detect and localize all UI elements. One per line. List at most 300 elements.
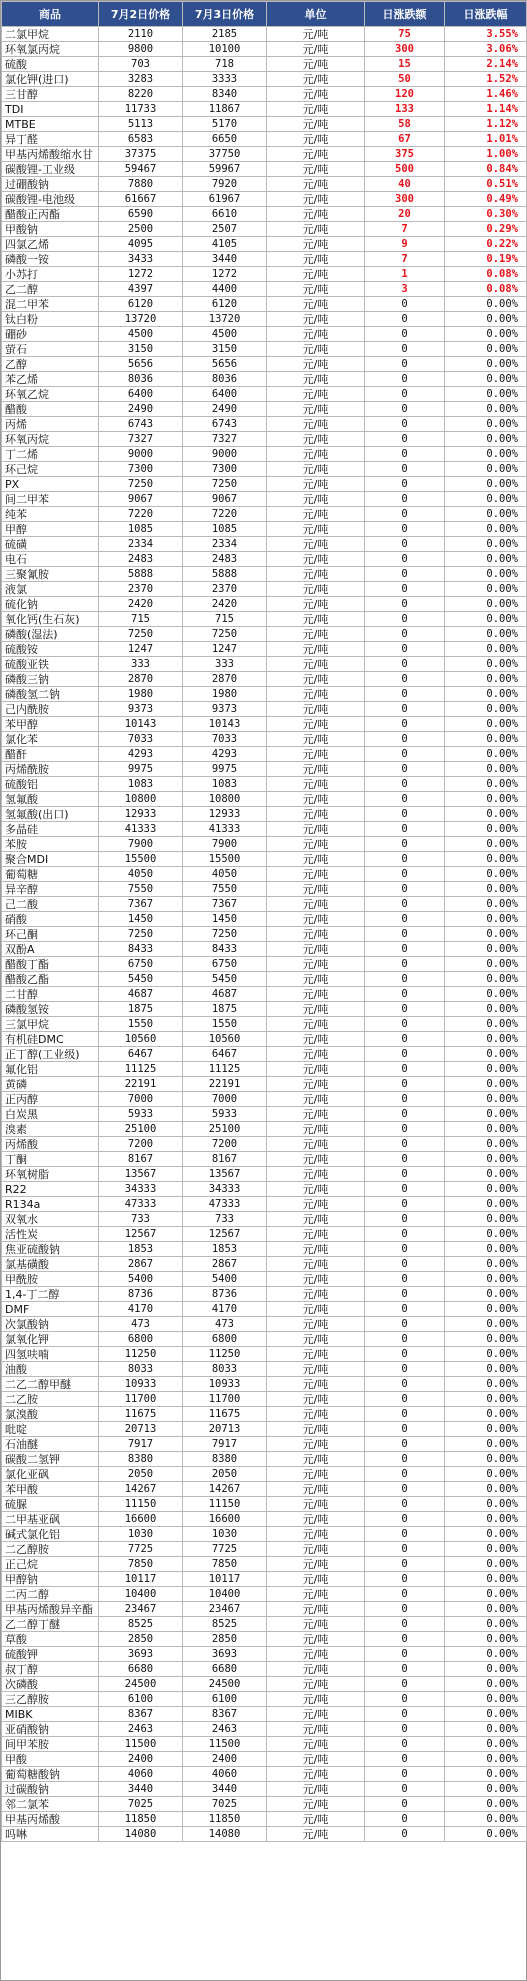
cell-price-jul2: 5888	[99, 567, 183, 582]
cell-name: 磷酸(湿法)	[2, 627, 99, 642]
cell-change: 0	[365, 837, 445, 852]
cell-change: 0	[365, 1317, 445, 1332]
cell-unit: 元/吨	[267, 1512, 365, 1527]
cell-price-jul2: 10117	[99, 1572, 183, 1587]
cell-price-jul3: 1550	[183, 1017, 267, 1032]
cell-price-jul2: 20713	[99, 1422, 183, 1437]
cell-price-jul2: 6800	[99, 1332, 183, 1347]
cell-price-jul3: 733	[183, 1212, 267, 1227]
cell-name: 过碳酸钠	[2, 1782, 99, 1797]
cell-unit: 元/吨	[267, 1662, 365, 1677]
cell-change-pct: 0.00%	[445, 447, 527, 462]
cell-name: 苯甲酸	[2, 1482, 99, 1497]
cell-change-pct: 0.00%	[445, 957, 527, 972]
cell-unit: 元/吨	[267, 1272, 365, 1287]
cell-change-pct: 1.00%	[445, 147, 527, 162]
cell-unit: 元/吨	[267, 912, 365, 927]
cell-change-pct: 0.00%	[445, 747, 527, 762]
cell-unit: 元/吨	[267, 1212, 365, 1227]
table-row	[2, 867, 527, 882]
cell-unit: 元/吨	[267, 207, 365, 222]
cell-change-pct: 0.00%	[445, 312, 527, 327]
cell-price-jul3: 5888	[183, 567, 267, 582]
cell-price-jul2: 9975	[99, 762, 183, 777]
table-row	[2, 1437, 527, 1452]
cell-change: 0	[365, 627, 445, 642]
cell-change: 0	[365, 552, 445, 567]
cell-price-jul2: 7200	[99, 1137, 183, 1152]
cell-name: MIBK	[2, 1707, 99, 1722]
cell-price-jul2: 2867	[99, 1257, 183, 1272]
cell-unit: 元/吨	[267, 762, 365, 777]
table-row	[2, 1707, 527, 1722]
cell-name: 碳酸二氢钾	[2, 1452, 99, 1467]
cell-unit: 元/吨	[267, 432, 365, 447]
cell-name: 环氧乙烷	[2, 387, 99, 402]
cell-price-jul2: 6100	[99, 1692, 183, 1707]
cell-change: 0	[365, 792, 445, 807]
cell-price-jul2: 34333	[99, 1182, 183, 1197]
cell-change: 0	[365, 1362, 445, 1377]
cell-unit: 元/吨	[267, 1242, 365, 1257]
cell-price-jul2: 1980	[99, 687, 183, 702]
cell-change: 0	[365, 1467, 445, 1482]
cell-unit: 元/吨	[267, 387, 365, 402]
cell-change: 120	[365, 87, 445, 102]
table-row	[2, 1212, 527, 1227]
cell-name: 硫酸铝	[2, 777, 99, 792]
cell-unit: 元/吨	[267, 642, 365, 657]
cell-name: 甲基丙烯酸缩水甘	[2, 147, 99, 162]
cell-name: 油酸	[2, 1362, 99, 1377]
cell-change-pct: 0.00%	[445, 717, 527, 732]
cell-price-jul3: 3333	[183, 72, 267, 87]
cell-price-jul2: 9000	[99, 447, 183, 462]
cell-price-jul3: 3440	[183, 252, 267, 267]
cell-price-jul3: 4500	[183, 327, 267, 342]
cell-change-pct: 0.00%	[445, 1347, 527, 1362]
cell-price-jul3: 6680	[183, 1662, 267, 1677]
table-row	[2, 1392, 527, 1407]
cell-change-pct: 0.00%	[445, 582, 527, 597]
cell-change-pct: 0.00%	[445, 642, 527, 657]
table-row	[2, 792, 527, 807]
cell-change: 0	[365, 762, 445, 777]
table-row	[2, 777, 527, 792]
cell-price-jul3: 7300	[183, 462, 267, 477]
cell-name: 硫酸亚铁	[2, 657, 99, 672]
cell-price-jul3: 6743	[183, 417, 267, 432]
cell-price-jul3: 2400	[183, 1752, 267, 1767]
cell-change-pct: 0.00%	[445, 1602, 527, 1617]
cell-change-pct: 0.00%	[445, 597, 527, 612]
table-row	[2, 897, 527, 912]
cell-change-pct: 0.00%	[445, 1002, 527, 1017]
cell-price-jul2: 2400	[99, 1752, 183, 1767]
cell-name: 亚硝酸钠	[2, 1722, 99, 1737]
cell-price-jul3: 5933	[183, 1107, 267, 1122]
cell-price-jul3: 7917	[183, 1437, 267, 1452]
cell-change-pct: 0.00%	[445, 1062, 527, 1077]
price-table	[1, 1, 527, 1842]
cell-price-jul3: 47333	[183, 1197, 267, 1212]
table-row	[2, 117, 527, 132]
cell-unit: 元/吨	[267, 282, 365, 297]
header-name: 商品	[2, 2, 99, 27]
cell-price-jul3: 7000	[183, 1092, 267, 1107]
table-row	[2, 747, 527, 762]
cell-unit: 元/吨	[267, 687, 365, 702]
table-row	[2, 27, 527, 42]
cell-price-jul2: 14267	[99, 1482, 183, 1497]
cell-name: 二丙二醇	[2, 1587, 99, 1602]
cell-price-jul3: 11125	[183, 1062, 267, 1077]
table-row	[2, 957, 527, 972]
cell-change-pct: 0.00%	[445, 1587, 527, 1602]
cell-price-jul2: 3693	[99, 1647, 183, 1662]
cell-change-pct: 0.00%	[445, 1257, 527, 1272]
cell-change-pct: 0.00%	[445, 1782, 527, 1797]
table-row	[2, 1542, 527, 1557]
table-row	[2, 1347, 527, 1362]
cell-unit: 元/吨	[267, 1467, 365, 1482]
cell-change: 0	[365, 942, 445, 957]
cell-name: 环己酮	[2, 927, 99, 942]
cell-name: 多晶硅	[2, 822, 99, 837]
cell-change-pct: 1.12%	[445, 117, 527, 132]
cell-unit: 元/吨	[267, 537, 365, 552]
cell-change: 500	[365, 162, 445, 177]
cell-price-jul2: 8033	[99, 1362, 183, 1377]
cell-price-jul2: 3283	[99, 72, 183, 87]
cell-change-pct: 0.00%	[445, 912, 527, 927]
cell-price-jul2: 8736	[99, 1287, 183, 1302]
cell-name: 二乙胺	[2, 1392, 99, 1407]
cell-change-pct: 0.84%	[445, 162, 527, 177]
cell-change: 0	[365, 1587, 445, 1602]
cell-unit: 元/吨	[267, 1647, 365, 1662]
cell-unit: 元/吨	[267, 807, 365, 822]
cell-change-pct: 0.00%	[445, 522, 527, 537]
cell-unit: 元/吨	[267, 1692, 365, 1707]
cell-name: 碳酸锂-工业级	[2, 162, 99, 177]
table-row	[2, 477, 527, 492]
cell-change: 58	[365, 117, 445, 132]
cell-price-jul3: 1085	[183, 522, 267, 537]
cell-unit: 元/吨	[267, 102, 365, 117]
cell-change: 0	[365, 312, 445, 327]
cell-price-jul2: 2050	[99, 1467, 183, 1482]
cell-price-jul3: 7200	[183, 1137, 267, 1152]
table-row	[2, 1497, 527, 1512]
cell-name: 双酚A	[2, 942, 99, 957]
cell-price-jul3: 25100	[183, 1122, 267, 1137]
cell-name: 己二酸	[2, 897, 99, 912]
table-row	[2, 612, 527, 627]
cell-price-jul2: 10400	[99, 1587, 183, 1602]
cell-change-pct: 0.00%	[445, 1707, 527, 1722]
cell-change-pct: 1.14%	[445, 102, 527, 117]
cell-change-pct: 0.00%	[445, 1407, 527, 1422]
cell-change-pct: 0.00%	[445, 942, 527, 957]
cell-price-jul3: 11250	[183, 1347, 267, 1362]
cell-change: 0	[365, 732, 445, 747]
cell-change: 0	[365, 1452, 445, 1467]
cell-unit: 元/吨	[267, 447, 365, 462]
cell-name: 磷酸氢二钠	[2, 687, 99, 702]
cell-change: 0	[365, 1497, 445, 1512]
cell-change-pct: 3.55%	[445, 27, 527, 42]
cell-name: 三氯甲烷	[2, 1017, 99, 1032]
cell-name: 甲基丙烯酸	[2, 1812, 99, 1827]
cell-price-jul3: 14267	[183, 1482, 267, 1497]
cell-price-jul2: 6120	[99, 297, 183, 312]
cell-change: 0	[365, 1017, 445, 1032]
cell-price-jul3: 473	[183, 1317, 267, 1332]
cell-change-pct: 0.00%	[445, 1512, 527, 1527]
cell-unit: 元/吨	[267, 1077, 365, 1092]
cell-price-jul2: 47333	[99, 1197, 183, 1212]
cell-change-pct: 0.19%	[445, 252, 527, 267]
cell-change: 0	[365, 1152, 445, 1167]
cell-unit: 元/吨	[267, 732, 365, 747]
table-row	[2, 282, 527, 297]
cell-price-jul3: 2870	[183, 672, 267, 687]
cell-change-pct: 0.00%	[445, 1092, 527, 1107]
cell-price-jul3: 9975	[183, 762, 267, 777]
cell-change: 0	[365, 1527, 445, 1542]
cell-price-jul2: 4293	[99, 747, 183, 762]
table-row	[2, 702, 527, 717]
cell-price-jul2: 5656	[99, 357, 183, 372]
cell-change: 0	[365, 1047, 445, 1062]
cell-price-jul3: 2050	[183, 1467, 267, 1482]
cell-name: 正丙醇	[2, 1092, 99, 1107]
cell-name: 硫磺	[2, 537, 99, 552]
cell-price-jul2: 9373	[99, 702, 183, 717]
cell-change-pct: 1.46%	[445, 87, 527, 102]
table-row	[2, 57, 527, 72]
cell-change-pct: 0.00%	[445, 1362, 527, 1377]
cell-unit: 元/吨	[267, 1407, 365, 1422]
cell-change: 0	[365, 972, 445, 987]
cell-change: 0	[365, 477, 445, 492]
table-row	[2, 297, 527, 312]
cell-name: 乙二醇丁醚	[2, 1617, 99, 1632]
table-row	[2, 1002, 527, 1017]
cell-change: 1	[365, 267, 445, 282]
cell-name: 氯溴酸	[2, 1407, 99, 1422]
cell-price-jul2: 4397	[99, 282, 183, 297]
cell-price-jul3: 22191	[183, 1077, 267, 1092]
cell-change: 0	[365, 1212, 445, 1227]
table-row	[2, 42, 527, 57]
cell-price-jul2: 7025	[99, 1797, 183, 1812]
cell-change-pct: 0.00%	[445, 1812, 527, 1827]
cell-change: 0	[365, 1302, 445, 1317]
cell-change-pct: 0.00%	[445, 537, 527, 552]
cell-change: 0	[365, 1692, 445, 1707]
cell-name: DMF	[2, 1302, 99, 1317]
table-row	[2, 1452, 527, 1467]
cell-change-pct: 0.00%	[445, 612, 527, 627]
cell-change: 0	[365, 402, 445, 417]
cell-change: 0	[365, 1542, 445, 1557]
cell-price-jul3: 8525	[183, 1617, 267, 1632]
cell-price-jul2: 4500	[99, 327, 183, 342]
cell-price-jul2: 9067	[99, 492, 183, 507]
cell-unit: 元/吨	[267, 1572, 365, 1587]
cell-change: 0	[365, 1422, 445, 1437]
table-row	[2, 552, 527, 567]
cell-price-jul2: 8220	[99, 87, 183, 102]
table-row	[2, 177, 527, 192]
table-row	[2, 1197, 527, 1212]
cell-unit: 元/吨	[267, 72, 365, 87]
cell-name: 环氧丙烷	[2, 432, 99, 447]
cell-name: 液氯	[2, 582, 99, 597]
cell-name: 碳酸锂-电池级	[2, 192, 99, 207]
cell-name: 黄磷	[2, 1077, 99, 1092]
cell-change-pct: 1.01%	[445, 132, 527, 147]
cell-name: 异辛醇	[2, 882, 99, 897]
cell-price-jul3: 10933	[183, 1377, 267, 1392]
cell-name: 葡萄糖	[2, 867, 99, 882]
cell-unit: 元/吨	[267, 477, 365, 492]
table-row	[2, 597, 527, 612]
cell-price-jul2: 7327	[99, 432, 183, 447]
table-row	[2, 222, 527, 237]
cell-name: 二乙醇胺	[2, 1542, 99, 1557]
cell-unit: 元/吨	[267, 1047, 365, 1062]
cell-unit: 元/吨	[267, 927, 365, 942]
cell-price-jul3: 4050	[183, 867, 267, 882]
cell-price-jul2: 5450	[99, 972, 183, 987]
cell-unit: 元/吨	[267, 567, 365, 582]
cell-change: 0	[365, 1062, 445, 1077]
cell-price-jul2: 1030	[99, 1527, 183, 1542]
cell-price-jul3: 5450	[183, 972, 267, 987]
cell-unit: 元/吨	[267, 672, 365, 687]
table-row	[2, 387, 527, 402]
cell-price-jul2: 11125	[99, 1062, 183, 1077]
cell-price-jul2: 5113	[99, 117, 183, 132]
cell-price-jul3: 8380	[183, 1452, 267, 1467]
table-row	[2, 627, 527, 642]
cell-change: 0	[365, 717, 445, 732]
cell-price-jul2: 14080	[99, 1827, 183, 1842]
cell-name: 氢氟酸(出口)	[2, 807, 99, 822]
cell-unit: 元/吨	[267, 1812, 365, 1827]
cell-change-pct: 0.00%	[445, 552, 527, 567]
cell-name: 间二甲苯	[2, 492, 99, 507]
cell-price-jul2: 2850	[99, 1632, 183, 1647]
cell-change: 0	[365, 522, 445, 537]
cell-change-pct: 0.00%	[445, 1767, 527, 1782]
cell-change-pct: 0.08%	[445, 267, 527, 282]
cell-change-pct: 0.00%	[445, 1077, 527, 1092]
cell-change: 0	[365, 1182, 445, 1197]
cell-change: 0	[365, 1812, 445, 1827]
table-row	[2, 1122, 527, 1137]
table-row	[2, 987, 527, 1002]
table-row	[2, 942, 527, 957]
cell-price-jul3: 1272	[183, 267, 267, 282]
cell-name: 三聚氰胺	[2, 567, 99, 582]
cell-unit: 元/吨	[267, 252, 365, 267]
cell-change: 15	[365, 57, 445, 72]
table-row	[2, 447, 527, 462]
table-row	[2, 402, 527, 417]
cell-change-pct: 0.00%	[445, 1617, 527, 1632]
cell-price-jul2: 10560	[99, 1032, 183, 1047]
cell-unit: 元/吨	[267, 192, 365, 207]
table-row	[2, 1602, 527, 1617]
cell-change-pct: 0.00%	[445, 477, 527, 492]
cell-price-jul2: 3433	[99, 252, 183, 267]
cell-change-pct: 0.00%	[445, 1467, 527, 1482]
cell-price-jul2: 7033	[99, 732, 183, 747]
cell-price-jul3: 4687	[183, 987, 267, 1002]
cell-price-jul2: 11675	[99, 1407, 183, 1422]
cell-price-jul3: 11850	[183, 1812, 267, 1827]
cell-price-jul2: 473	[99, 1317, 183, 1332]
cell-price-jul3: 10143	[183, 717, 267, 732]
table-row	[2, 1752, 527, 1767]
cell-change: 0	[365, 897, 445, 912]
cell-name: MTBE	[2, 117, 99, 132]
cell-change-pct: 0.00%	[445, 732, 527, 747]
cell-price-jul3: 15500	[183, 852, 267, 867]
cell-change-pct: 0.00%	[445, 1647, 527, 1662]
cell-name: 氯基磺酸	[2, 1257, 99, 1272]
cell-change: 0	[365, 1722, 445, 1737]
cell-price-jul2: 10933	[99, 1377, 183, 1392]
cell-unit: 元/吨	[267, 957, 365, 972]
cell-name: 磷酸一铵	[2, 252, 99, 267]
cell-change-pct: 0.00%	[445, 672, 527, 687]
cell-price-jul2: 8167	[99, 1152, 183, 1167]
cell-price-jul2: 12933	[99, 807, 183, 822]
cell-change: 0	[365, 1437, 445, 1452]
cell-price-jul2: 2110	[99, 27, 183, 42]
cell-price-jul2: 7725	[99, 1542, 183, 1557]
cell-change-pct: 0.00%	[445, 1167, 527, 1182]
cell-price-jul2: 733	[99, 1212, 183, 1227]
cell-change: 0	[365, 1557, 445, 1572]
cell-change: 67	[365, 132, 445, 147]
cell-price-jul3: 11500	[183, 1737, 267, 1752]
cell-change: 40	[365, 177, 445, 192]
cell-name: 三甘醇	[2, 87, 99, 102]
cell-price-jul2: 4060	[99, 1767, 183, 1782]
cell-unit: 元/吨	[267, 1257, 365, 1272]
cell-unit: 元/吨	[267, 1542, 365, 1557]
cell-change: 0	[365, 1572, 445, 1587]
cell-change: 0	[365, 1227, 445, 1242]
cell-unit: 元/吨	[267, 792, 365, 807]
cell-price-jul3: 8167	[183, 1152, 267, 1167]
cell-unit: 元/吨	[267, 1347, 365, 1362]
cell-name: 硫酸铵	[2, 642, 99, 657]
cell-price-jul2: 23467	[99, 1602, 183, 1617]
cell-unit: 元/吨	[267, 897, 365, 912]
cell-change: 0	[365, 1167, 445, 1182]
cell-unit: 元/吨	[267, 42, 365, 57]
cell-change: 0	[365, 867, 445, 882]
cell-unit: 元/吨	[267, 117, 365, 132]
cell-change-pct: 0.00%	[445, 1497, 527, 1512]
